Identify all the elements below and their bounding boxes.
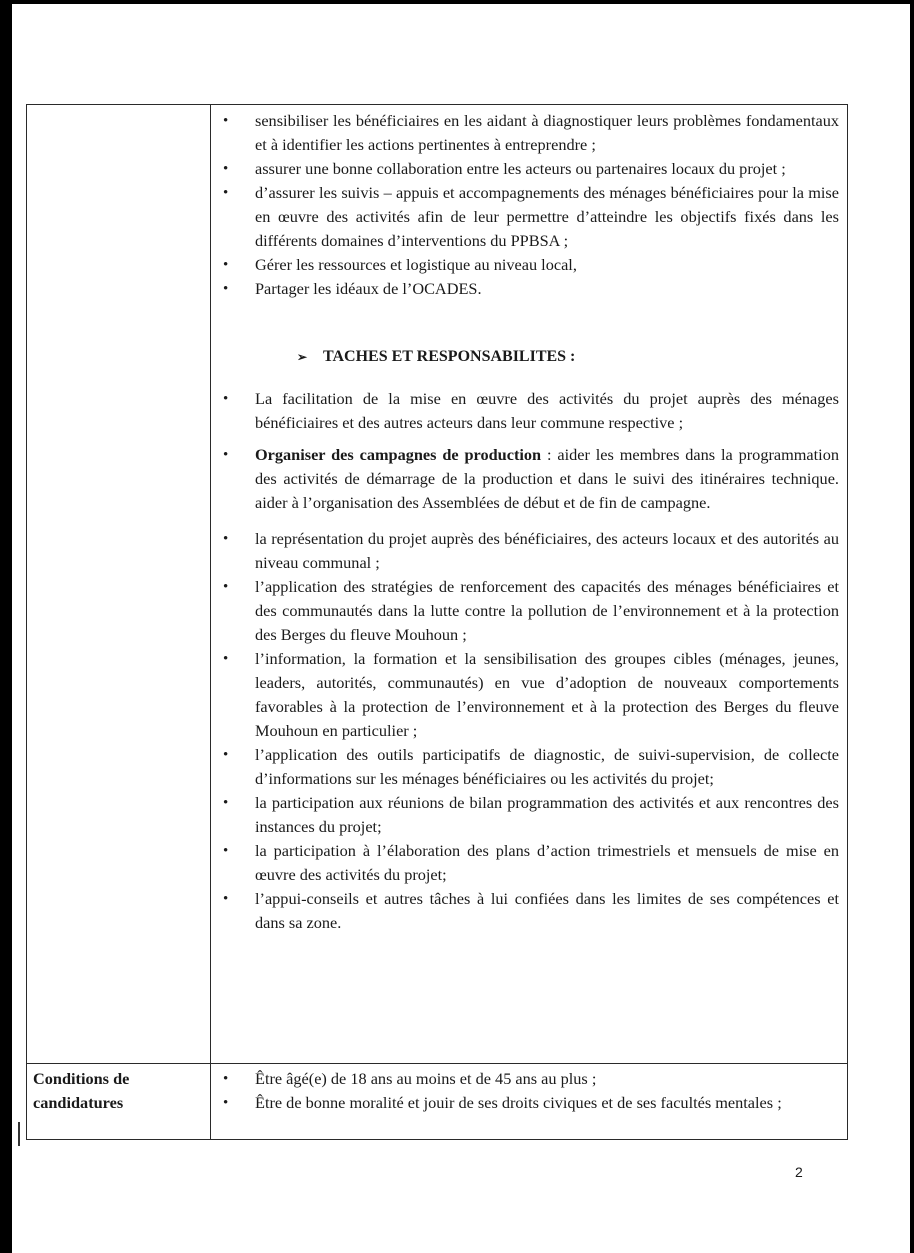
bullet-icon: • bbox=[223, 747, 229, 763]
list-item: • l’information, la formation et la sensibilisation des groupes cibles (ménages, jeunes, leaders, autorités, communautés) en vue d’adoption de nouveaux comportements favorables à la protection de l’environnement et à la protection des Berges du fleuve Mouhoun en particulier ; bbox=[223, 649, 839, 740]
bullet-icon: • bbox=[223, 651, 229, 667]
bullet-icon: • bbox=[223, 113, 229, 129]
page-number: 2 bbox=[795, 1164, 803, 1180]
list-item: • d’assurer les suivis – appuis et accompagnements des ménages bénéficiaires pour la mise en œuvre des activités afin de leur permettre d’atteindre les objectifs fixés dans les différents domaines d’interventions du PPBSA ; bbox=[223, 183, 839, 250]
bullet-icon: • bbox=[223, 391, 229, 407]
list-item: • Gérer les ressources et logistique au niveau local, bbox=[219, 253, 839, 277]
bullet-icon: • bbox=[223, 579, 229, 595]
job-description-table bbox=[26, 104, 848, 1140]
list-item: • assurer une bonne collaboration entre les acteurs ou partenaires locaux du projet ; bbox=[219, 157, 839, 181]
list-item: • la représentation du projet auprès des bénéficiaires, des acteurs locaux et des autorités au niveau communal ; bbox=[223, 529, 839, 572]
bullet-icon: • bbox=[223, 531, 229, 547]
conditions-list bbox=[219, 1067, 839, 1115]
list-item: • l’application des outils participatifs de diagnostic, de suivi-supervision, de collecte d’informations sur les ménages bénéficiaires ou les activités du projet; bbox=[223, 745, 839, 788]
arrow-icon: ➢ bbox=[297, 350, 308, 364]
list-item: • La facilitation de la mise en œuvre des activités du projet auprès des ménages bénéficiaires et des autres acteurs dans leur commune respective ; bbox=[223, 389, 839, 432]
bullet-icon: • bbox=[223, 447, 229, 463]
list-item: • la participation à l’élaboration des plans d’action trimestriels et mensuels de mise en œuvre des activités du projet; bbox=[223, 841, 839, 884]
document-page bbox=[12, 4, 910, 1253]
list-item: • l’appui-conseils et autres tâches à lui confiées dans les limites de ses compétences et dans sa zone. bbox=[223, 889, 839, 932]
list-item: • sensibiliser les bénéficiaires en les aidant à diagnostiquer leurs problèmes fondamentaux et à identifier les actions pertinentes à entreprendre ; bbox=[223, 111, 839, 154]
bullet-icon: • bbox=[223, 281, 229, 297]
list-item: • Être âgé(e) de 18 ans au moins et de 45 ans au plus ; bbox=[219, 1067, 839, 1091]
section-heading: ➢ TACHES ET RESPONSABILITES : bbox=[219, 345, 839, 369]
conditions-cell bbox=[219, 1067, 839, 1115]
responsibilities-cell bbox=[219, 109, 839, 935]
column-divider bbox=[210, 105, 211, 1139]
bullet-icon: • bbox=[223, 891, 229, 907]
bullet-icon: • bbox=[223, 1071, 229, 1087]
row-divider bbox=[27, 1063, 847, 1064]
bullet-icon: • bbox=[223, 795, 229, 811]
missions-list bbox=[219, 109, 839, 301]
list-item: • la participation aux réunions de bilan programmation des activités et aux rencontres des instances du projet; bbox=[223, 793, 839, 836]
conditions-label: Conditions de candidatures bbox=[33, 1069, 130, 1112]
list-item: • l’application des stratégies de renforcement des capacités des ménages bénéficiaires et des communautés dans la lutte contre la pollution de l’environnement et à la protection des Berges du fleuve Mouhoun ; bbox=[223, 577, 839, 644]
list-item: • Être de bonne moralité et jouir de ses droits civiques et de ses facultés mentales ; bbox=[219, 1091, 839, 1115]
bullet-icon: • bbox=[223, 843, 229, 859]
bullet-icon: • bbox=[223, 1095, 229, 1111]
scan-edge-mark bbox=[18, 1122, 20, 1146]
tasks-list bbox=[219, 387, 839, 935]
list-item: • Organiser des campagnes de production : aider les membres dans la programmation des activités de démarrage de la production et dans le suivi des itinéraires technique. aider à l’organisation des Assemblées de début et de fin de campagne. bbox=[223, 445, 839, 512]
bullet-icon: • bbox=[223, 257, 229, 273]
bullet-icon: • bbox=[223, 161, 229, 177]
list-item: • Partager les idéaux de l’OCADES. bbox=[219, 277, 839, 301]
bullet-icon: • bbox=[223, 185, 229, 201]
